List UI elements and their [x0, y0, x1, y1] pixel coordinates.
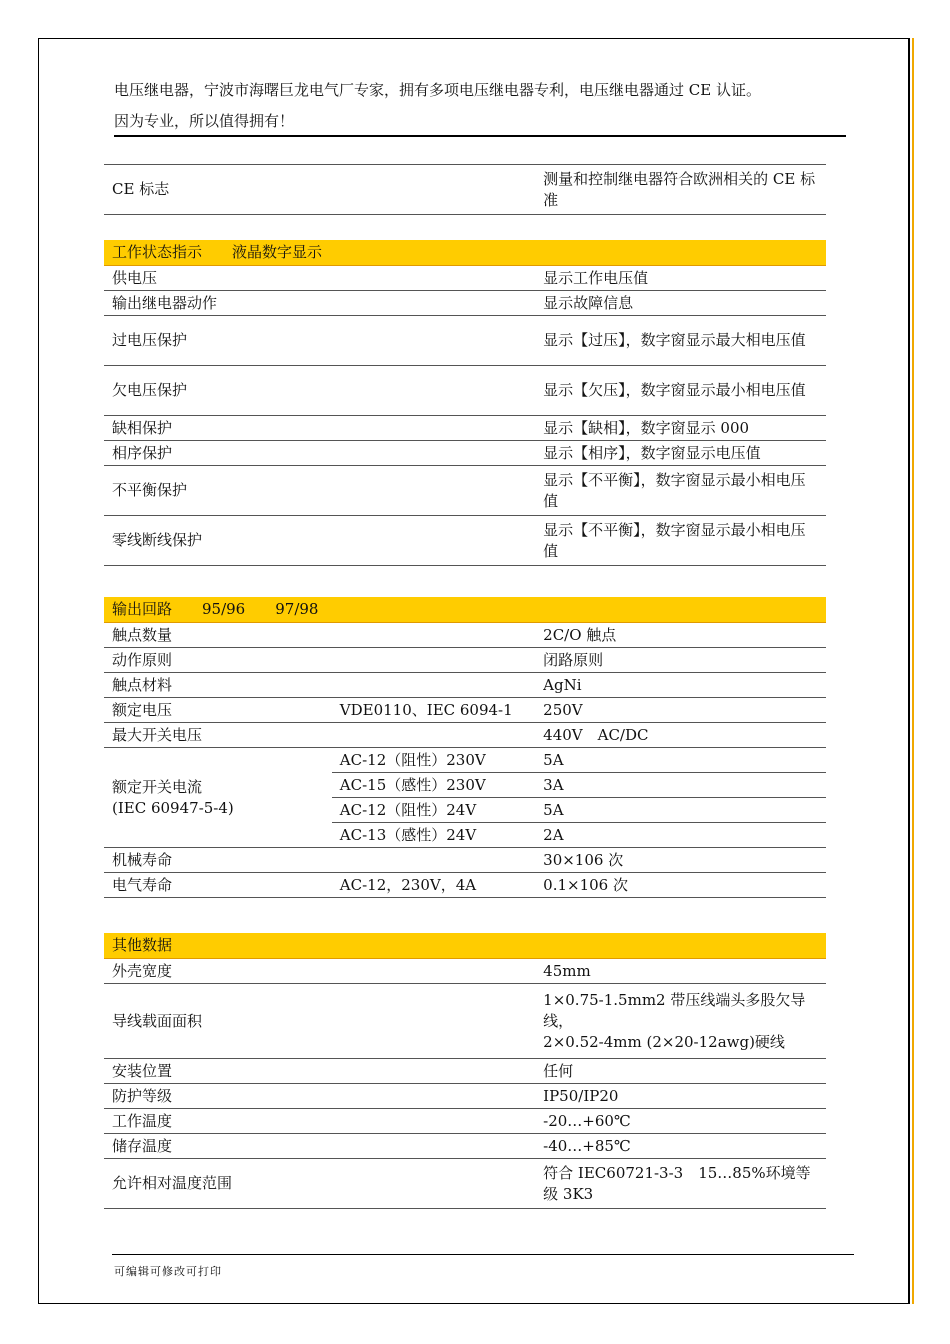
row-value: -20…+60℃ [535, 1109, 826, 1134]
row-value: 符合 IEC60721-3-3 15…85%环境等级 3K3 [535, 1159, 826, 1209]
table-row [104, 959, 826, 984]
row-cond [332, 984, 535, 1059]
row-cond [332, 1159, 535, 1209]
footer-divider [112, 1254, 854, 1255]
row-cond: AC-13（感性）24V [332, 823, 535, 848]
row-label: 触点材料 [104, 673, 332, 698]
row-value: IP50/IP20 [535, 1084, 826, 1109]
table-row [104, 516, 826, 566]
row-label: 电气寿命 [104, 873, 332, 898]
wire-value-stranded: 1×0.75-1.5mm2 带压线端头多股欠导线， [543, 990, 806, 1030]
output-header-row [104, 597, 826, 623]
row-value: -40…+85℃ [535, 1134, 826, 1159]
row-label: 触点数量 [104, 623, 332, 648]
ce-row [104, 165, 826, 215]
row-value: 任何 [535, 1059, 826, 1084]
current-label-cell [104, 748, 332, 848]
table-row [104, 748, 826, 773]
row-cond [332, 1084, 535, 1109]
table-row [104, 873, 826, 898]
intro-paragraph [114, 75, 839, 137]
table-row [104, 441, 826, 466]
row-cond [332, 623, 535, 648]
row-value: 显示【相序】，数字窗显示电压值 [535, 441, 826, 466]
row-label: 不平衡保护 [104, 466, 332, 516]
table-row [104, 266, 826, 291]
row-label: 允许相对温度范围 [104, 1159, 332, 1209]
row-label: 机械寿命 [104, 848, 332, 873]
row-value: 显示【过压】，数字窗显示最大相电压值 [535, 316, 826, 366]
table-row [104, 723, 826, 748]
row-value: 5A [535, 748, 826, 773]
row-cond [332, 416, 535, 441]
table-row [104, 848, 826, 873]
row-cond [332, 848, 535, 873]
row-value: 30×106 次 [535, 848, 826, 873]
row-value: 440V AC/DC [535, 723, 826, 748]
row-cond: AC-12，230V，4A [332, 873, 535, 898]
table-row [104, 623, 826, 648]
row-label: 欠电压保护 [104, 366, 332, 416]
row-label: 零线断线保护 [104, 516, 332, 566]
row-value: 3A [535, 773, 826, 798]
row-label: 防护等级 [104, 1084, 332, 1109]
row-label: 安装位置 [104, 1059, 332, 1084]
row-label: 相序保护 [104, 441, 332, 466]
status-header-row [104, 240, 826, 266]
table-row [104, 466, 826, 516]
table-row [104, 416, 826, 441]
row-label: 导线载面面积 [104, 984, 332, 1059]
row-value: 显示【缺相】，数字窗显示 000 [535, 416, 826, 441]
row-cond [332, 466, 535, 516]
row-value: AgNi [535, 673, 826, 698]
ce-empty [332, 165, 535, 215]
row-cond [332, 648, 535, 673]
row-cond [332, 673, 535, 698]
row-label: 动作原则 [104, 648, 332, 673]
status-header: 工作状态指示 液晶数字显示 [104, 240, 826, 266]
row-label: 过电压保护 [104, 316, 332, 366]
row-value: 闭路原则 [535, 648, 826, 673]
row-label: 缺相保护 [104, 416, 332, 441]
row-cond [332, 1109, 535, 1134]
table-row [104, 1084, 826, 1109]
row-cond: VDE0110、IEC 6094-1 [332, 698, 535, 723]
output-header: 输出回路 95/96 97/98 [104, 597, 826, 623]
row-value: 显示故障信息 [535, 291, 826, 316]
row-value: 0.1×106 次 [535, 873, 826, 898]
table-row [104, 698, 826, 723]
row-label: 输出继电器动作 [104, 291, 332, 316]
row-value: 45mm [535, 959, 826, 984]
table-row [104, 1159, 826, 1209]
row-label: 额定电压 [104, 698, 332, 723]
row-cond [332, 291, 535, 316]
row-label: 供电压 [104, 266, 332, 291]
row-cond: AC-15（感性）230V [332, 773, 535, 798]
row-value: 显示工作电压值 [535, 266, 826, 291]
row-label: 最大开关电压 [104, 723, 332, 748]
row-label: 工作温度 [104, 1109, 332, 1134]
row-value: 显示【欠压】，数字窗显示最小相电压值 [535, 366, 826, 416]
row-value: 5A [535, 798, 826, 823]
row-cond [332, 1059, 535, 1084]
row-cond: AC-12（阻性）230V [332, 748, 535, 773]
row-value: 显示【不平衡】，数字窗显示最小相电压值 [535, 466, 826, 516]
row-cond [332, 723, 535, 748]
intro-line-1: 电压继电器，宁波市海曙巨龙电气厂专家，拥有多项电压继电器专利，电压继电器通过 CE 认证。 [114, 81, 761, 99]
row-value: 显示【不平衡】，数字窗显示最小相电压值 [535, 516, 826, 566]
row-value: 2A [535, 823, 826, 848]
table-row [104, 984, 826, 1059]
table-row [104, 1109, 826, 1134]
footer-text: 可编辑可修改可打印 [114, 1265, 222, 1278]
row-value: 250V [535, 698, 826, 723]
intro-line-2: 因为专业，所以值得拥有！ [114, 112, 295, 130]
table-row [104, 1059, 826, 1084]
table-row [104, 291, 826, 316]
ce-value: 测量和控制继电器符合欧洲相关的 CE 标准 [535, 165, 826, 215]
table-row [104, 316, 826, 366]
row-label: 外壳宽度 [104, 959, 332, 984]
table-row [104, 648, 826, 673]
other-table [104, 933, 826, 1209]
row-cond [332, 316, 535, 366]
row-cond [332, 266, 535, 291]
page-border-accent [912, 38, 914, 1304]
output-table [104, 597, 826, 898]
row-value: 2C/O 触点 [535, 623, 826, 648]
row-cond [332, 366, 535, 416]
table-row [104, 673, 826, 698]
row-value [535, 984, 826, 1059]
row-cond: AC-12（阻性）24V [332, 798, 535, 823]
other-header-row [104, 933, 826, 959]
table-row [104, 1134, 826, 1159]
row-cond [332, 1134, 535, 1159]
row-cond [332, 959, 535, 984]
ce-label: CE 标志 [104, 165, 332, 215]
current-label: 额定开关电流 [112, 777, 203, 796]
intro-divider [114, 135, 846, 137]
ce-table [104, 164, 826, 215]
row-cond [332, 441, 535, 466]
status-table [104, 240, 826, 566]
row-label: 储存温度 [104, 1134, 332, 1159]
row-cond [332, 516, 535, 566]
wire-value-solid: 2×0.52-4mm (2×20-12awg)硬线 [543, 1032, 785, 1051]
table-row [104, 366, 826, 416]
current-standard: (IEC 60947-5-4) [112, 798, 234, 817]
other-header: 其他数据 [104, 933, 826, 959]
